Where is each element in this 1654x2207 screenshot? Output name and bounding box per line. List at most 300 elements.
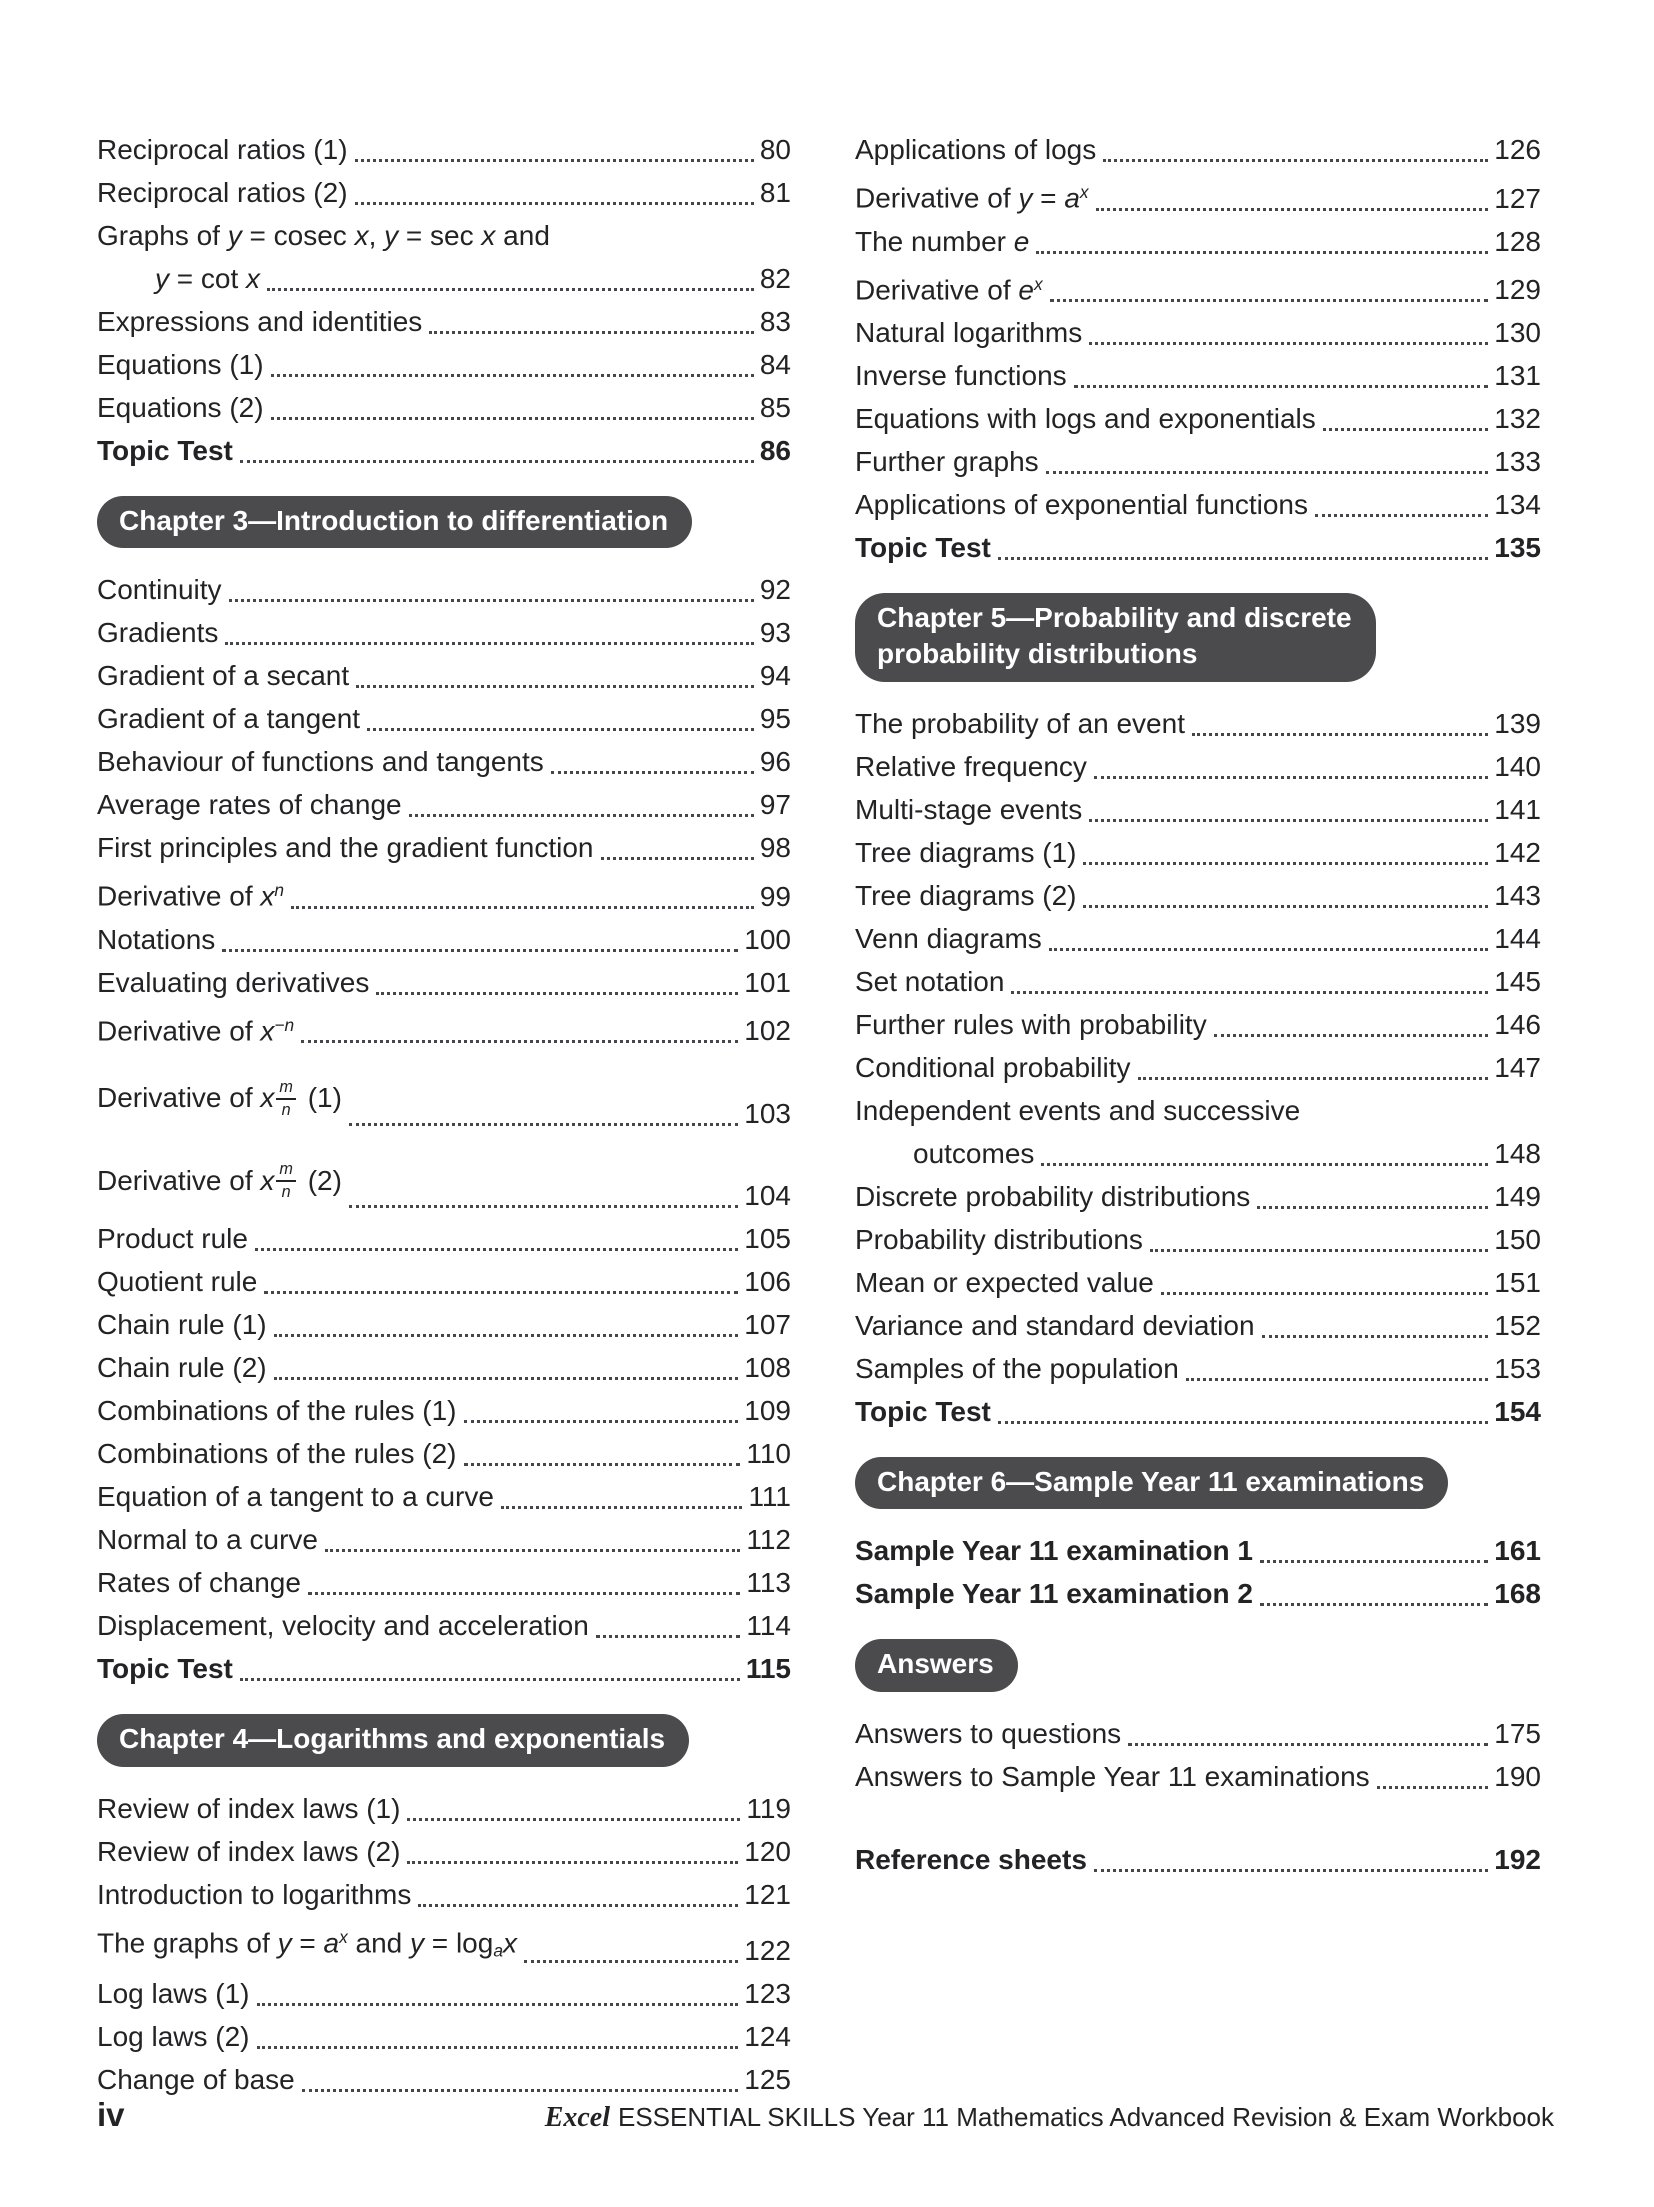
dot-leader: [407, 1861, 738, 1864]
entry-label: First principles and the gradient function: [97, 832, 594, 864]
dot-leader: [1103, 159, 1488, 162]
entry-label: Further rules with probability: [855, 1008, 1207, 1040]
entry-label: Chain rule (2): [97, 1352, 267, 1384]
entry-page: 110: [746, 1438, 791, 1470]
dot-leader: [998, 557, 1488, 560]
dot-leader: [409, 814, 754, 817]
toc-entry-line: [97, 1916, 791, 1972]
toc-entry-line: [855, 874, 1541, 917]
toc-entry-line: [97, 300, 791, 343]
toc-entry: [97, 1135, 791, 1217]
entry-label: Independent events and successive: [855, 1094, 1301, 1126]
toc-entry: [97, 1972, 791, 2015]
toc-entry-line: [855, 483, 1541, 526]
dot-leader: [429, 331, 754, 334]
entry-label: Relative frequency: [855, 750, 1087, 782]
entry-label: Variance and standard deviation: [855, 1309, 1255, 1341]
toc-entry: [855, 1572, 1541, 1615]
toc-entry-line: [855, 831, 1541, 874]
fraction-denominator: n: [281, 1183, 291, 1202]
toc-entry: [97, 1787, 791, 1830]
entry-label: Continuity: [97, 574, 222, 606]
toc-section: [855, 128, 1541, 569]
toc-entry: [97, 1389, 791, 1432]
toc-entry-line: [855, 526, 1541, 569]
entry-label: The graphs of $y = a^x$ and $y = \log_ax$: [97, 1926, 517, 1960]
toc-entry: [855, 171, 1541, 220]
toc-entry: [97, 2015, 791, 2058]
entry-label: Multi-stage events: [855, 793, 1083, 825]
entry-page: 147: [1494, 1051, 1541, 1083]
brand-logo-text: Excel: [544, 2102, 610, 2133]
entry-page: 93: [759, 617, 791, 649]
toc-entry-line: [855, 171, 1541, 220]
dot-leader: [271, 374, 754, 377]
entry-label: Reciprocal ratios (1): [97, 134, 348, 165]
toc-entry-line: [97, 740, 791, 783]
entry-page: 84: [759, 349, 791, 380]
entry-label: Normal to a curve: [97, 1524, 318, 1556]
entry-label: Mean or expected value: [855, 1266, 1154, 1298]
toc-entry: [97, 654, 791, 697]
entry-page: 124: [744, 2020, 791, 2052]
dot-leader: [356, 685, 754, 688]
entry-label: Inverse functions: [855, 360, 1067, 392]
dot-leader: [291, 906, 754, 909]
toc-entry-line: [855, 1218, 1541, 1261]
dot-leader: [1046, 471, 1489, 474]
entry-label: outcomes: [913, 1137, 1035, 1169]
entry-label: Average rates of change: [97, 789, 402, 821]
entry-page: 141: [1494, 793, 1541, 825]
toc-entry: [855, 788, 1541, 831]
dot-leader: [601, 857, 754, 860]
toc-entry: [855, 1755, 1541, 1798]
entry-label: Displacement, velocity and acceleration: [97, 1610, 589, 1642]
entry-page: 121: [744, 1878, 791, 1910]
entry-page: 102: [744, 1015, 791, 1047]
toc-entry-line: [97, 1647, 791, 1690]
entry-label: Behaviour of functions and tangents: [97, 746, 544, 778]
dot-leader: [1083, 862, 1488, 865]
entry-page: 127: [1494, 182, 1541, 214]
entry-page: 92: [759, 574, 791, 606]
dot-leader: [1074, 385, 1489, 388]
entry-label: Applications of logs: [855, 134, 1097, 165]
entry-label: Chain rule (1): [97, 1309, 267, 1341]
toc-entry-line: [855, 220, 1541, 263]
chapter-pill: [855, 1639, 1018, 1691]
entry-page: 148: [1494, 1137, 1541, 1169]
entry-page: 103: [744, 1097, 791, 1129]
dot-leader: [464, 1420, 739, 1423]
toc-section: [97, 128, 791, 472]
toc-entry: [855, 1838, 1541, 1881]
footer-title-text: ESSENTIAL SKILLS Year 11 Mathematics Advanced Revision & Exam Workbook: [618, 2102, 1554, 2132]
entry-page: 142: [1494, 836, 1541, 868]
entry-page: 114: [746, 1610, 791, 1642]
toc-section: [97, 1787, 791, 2101]
entry-label: Conditional probability: [855, 1051, 1131, 1083]
toc-entry: [855, 354, 1541, 397]
entry-label: Derivative of x $\frac{m}{n}$ (1): [97, 1078, 342, 1119]
chapter-pill-text: Chapter 5—Probability and discrete: [877, 602, 1352, 634]
entry-label: Reference sheets: [855, 1843, 1087, 1875]
toc-entry: [97, 1873, 791, 1916]
toc-entry: [97, 568, 791, 611]
toc-entry-line: [97, 2015, 791, 2058]
entry-page: 145: [1494, 965, 1541, 997]
toc-entry: [97, 1346, 791, 1389]
chapter-pill-text: Chapter 4—Logarithms and exponentials: [119, 1723, 666, 1755]
entry-label: Topic Test: [97, 435, 233, 466]
toc-entry-line: [97, 1518, 791, 1561]
dot-leader: [1192, 733, 1488, 736]
fraction-numerator: m: [276, 1160, 296, 1182]
fraction-exponent: [276, 1078, 296, 1119]
entry-page: 129: [1494, 274, 1541, 306]
dot-leader: [1049, 948, 1488, 951]
toc-entry: [97, 1475, 791, 1518]
toc-entry-line: [855, 128, 1541, 171]
toc-entry-line: [97, 1303, 791, 1346]
toc-entry: [855, 917, 1541, 960]
entry-label: Answers to questions: [855, 1717, 1122, 1749]
toc-section: [855, 1838, 1541, 1881]
toc-entry: [97, 697, 791, 740]
fraction-numerator: m: [276, 1078, 296, 1100]
toc-entry-line: [855, 960, 1541, 1003]
toc-section: [855, 1529, 1541, 1615]
toc-entry: [97, 1604, 791, 1647]
entry-label: Tree diagrams (1): [855, 836, 1077, 868]
toc-entry: [97, 869, 791, 918]
toc-entry-line: [855, 1838, 1541, 1881]
entry-label: Introduction to logarithms: [97, 1878, 412, 1910]
dot-leader: [596, 1635, 741, 1638]
toc-entry: [855, 483, 1541, 526]
toc-entry-line: [97, 1389, 791, 1432]
entry-label: Natural logarithms: [855, 317, 1083, 349]
dot-leader: [367, 728, 754, 731]
entry-page: 144: [1494, 922, 1541, 954]
toc-entry-line: [855, 1046, 1541, 1089]
toc-entry: [855, 1347, 1541, 1390]
toc-entry-line: [97, 214, 791, 257]
dot-leader: [349, 1123, 738, 1126]
dot-leader: [1083, 905, 1488, 908]
entry-page: 82: [759, 263, 791, 294]
toc-entry-line: [97, 1475, 791, 1518]
toc-entry-line: [97, 961, 791, 1004]
chapter-pill: [97, 496, 692, 548]
entry-page: 192: [1494, 1843, 1541, 1875]
entry-page: 99: [759, 880, 791, 912]
toc-entry-line: [855, 1755, 1541, 1798]
toc-entry-line: [97, 1787, 791, 1830]
toc-entry-continuation: [97, 257, 791, 300]
entry-page: 105: [744, 1223, 791, 1255]
toc-entry-line: [97, 1561, 791, 1604]
dot-leader: [1036, 251, 1488, 254]
entry-label: The probability of an event: [855, 707, 1185, 739]
toc-section: [97, 568, 791, 1690]
entry-page: 161: [1494, 1535, 1541, 1567]
entry-label: Reciprocal ratios (2): [97, 177, 348, 208]
chapter-pill-text: Answers: [877, 1648, 994, 1680]
entry-label: Equations (2): [97, 392, 264, 423]
toc-entry-line: [97, 1004, 791, 1053]
toc-entry: [855, 1304, 1541, 1347]
toc-entry-line: [97, 1604, 791, 1647]
entry-page: 132: [1494, 403, 1541, 435]
dot-leader: [308, 1592, 740, 1595]
dot-leader: [524, 1960, 738, 1963]
dot-leader: [1094, 1869, 1488, 1872]
entry-page: 113: [746, 1567, 791, 1599]
entry-page: 146: [1494, 1008, 1541, 1040]
dot-leader: [240, 1678, 740, 1681]
toc-entry-line: [97, 918, 791, 961]
dot-leader: [1089, 342, 1488, 345]
toc-section: [855, 1712, 1541, 1798]
dot-leader: [271, 417, 754, 420]
toc-entry: [97, 300, 791, 343]
entry-label: Log laws (1): [97, 1977, 250, 2009]
entry-label: Graphs of y = cosec x, y = sec x and: [97, 220, 550, 251]
dot-leader: [349, 1205, 738, 1208]
dot-leader: [1050, 299, 1489, 302]
toc-entry-line: [855, 440, 1541, 483]
entry-page: 168: [1494, 1578, 1541, 1610]
toc-entry-line: [97, 568, 791, 611]
toc-entry-line: [97, 697, 791, 740]
entry-label: Equations (1): [97, 349, 264, 380]
dot-leader: [1186, 1378, 1489, 1381]
entry-page: 139: [1494, 707, 1541, 739]
entry-page: 109: [744, 1395, 791, 1427]
entry-label: Answers to Sample Year 11 examinations: [855, 1760, 1370, 1792]
toc-entry-line: [97, 128, 791, 171]
entry-page: 100: [744, 923, 791, 955]
toc-entry-line: [97, 429, 791, 472]
toc-entry: [97, 214, 791, 300]
entry-page: 150: [1494, 1223, 1541, 1255]
entry-label: Evaluating derivatives: [97, 966, 370, 998]
entry-label: Sample Year 11 examination 2: [855, 1578, 1253, 1610]
entry-page: 152: [1494, 1309, 1541, 1341]
entry-label: Derivative of $x^n$: [97, 880, 285, 912]
entry-page: 106: [744, 1266, 791, 1298]
entry-label: Change of base: [97, 2063, 295, 2095]
toc-entry: [855, 1003, 1541, 1046]
chapter-pill-text: probability distributions: [877, 638, 1198, 670]
toc-entry: [855, 1712, 1541, 1755]
toc-entry-line: [97, 654, 791, 697]
entry-page: 107: [744, 1309, 791, 1341]
dot-leader: [1161, 1292, 1488, 1295]
entry-label: Equation of a tangent to a curve: [97, 1481, 494, 1513]
entry-page: 154: [1494, 1395, 1541, 1427]
entry-label: y = cot x: [155, 263, 261, 294]
entry-page: 125: [744, 2063, 791, 2095]
entry-page: 140: [1494, 750, 1541, 782]
toc-entry: [855, 745, 1541, 788]
chapter-pill-text: Chapter 3—Introduction to differentiation: [119, 505, 669, 536]
toc-entry-line: [855, 1175, 1541, 1218]
toc-entry-line: [855, 263, 1541, 312]
toc-entry: [97, 2058, 791, 2101]
entry-page: 190: [1494, 1760, 1541, 1792]
toc-entry: [97, 1518, 791, 1561]
entry-label: Topic Test: [855, 532, 991, 564]
toc-entry: [855, 311, 1541, 354]
toc-entry-line: [855, 1572, 1541, 1615]
entry-label: Gradients: [97, 617, 219, 649]
dot-leader: [325, 1549, 740, 1552]
toc-entry: [97, 1303, 791, 1346]
dot-leader: [264, 1291, 738, 1294]
toc-section: [855, 702, 1541, 1433]
dot-leader: [1262, 1335, 1489, 1338]
entry-label: Gradient of a tangent: [97, 703, 361, 735]
toc-entry-line: [97, 1076, 791, 1134]
dot-leader: [1041, 1163, 1488, 1166]
dot-leader: [1138, 1077, 1489, 1080]
dot-leader: [1150, 1249, 1488, 1252]
dot-leader: [1315, 514, 1488, 517]
dot-leader: [501, 1506, 742, 1509]
entry-page: 111: [748, 1481, 791, 1513]
toc-entry-line: [97, 826, 791, 869]
dot-leader: [225, 642, 753, 645]
toc-entry: [855, 1390, 1541, 1433]
entry-page: 94: [759, 660, 791, 692]
entry-page: 175: [1494, 1717, 1541, 1749]
toc-entry: [855, 1218, 1541, 1261]
entry-label: Derivative of $e^x$: [855, 273, 1043, 306]
dot-leader: [1096, 208, 1489, 211]
toc-right-column: [855, 128, 1541, 1881]
toc-entry-line: [97, 1260, 791, 1303]
toc-entry: [97, 740, 791, 783]
entry-page: 151: [1494, 1266, 1541, 1298]
toc-entry: [97, 343, 791, 386]
entry-page: 119: [746, 1792, 791, 1824]
toc-entry-line: [855, 1390, 1541, 1433]
toc-entry: [97, 1217, 791, 1260]
entry-label: Notations: [97, 923, 216, 955]
entry-label: The number e: [855, 225, 1030, 257]
toc-entry: [855, 526, 1541, 569]
entry-label: Review of index laws (1): [97, 1792, 401, 1824]
toc-entry-line: [97, 171, 791, 214]
entry-page: 131: [1494, 360, 1541, 392]
toc-entry-line: [97, 1346, 791, 1389]
dot-leader: [1094, 776, 1488, 779]
entry-page: 130: [1494, 317, 1541, 349]
dot-leader: [464, 1463, 741, 1466]
toc-entry: [97, 1647, 791, 1690]
toc-entry: [97, 611, 791, 654]
page-footer: [97, 2096, 1554, 2134]
toc-entry: [97, 1052, 791, 1134]
toc-entry-line: [855, 702, 1541, 745]
entry-page: 81: [759, 177, 791, 208]
entry-page: 153: [1494, 1352, 1541, 1384]
entry-page: 122: [744, 1934, 791, 1966]
toc-entry: [855, 1175, 1541, 1218]
toc-entry: [855, 1529, 1541, 1572]
chapter-pill-text: Chapter 6—Sample Year 11 examinations: [877, 1465, 1425, 1497]
toc-entry: [97, 1260, 791, 1303]
entry-label: Review of index laws (2): [97, 1835, 401, 1867]
toc-entry: [855, 874, 1541, 917]
chapter-pill: [855, 1457, 1448, 1509]
toc-entry-line: [855, 1261, 1541, 1304]
entry-page: 104: [744, 1180, 791, 1212]
entry-label: Venn diagrams: [855, 922, 1042, 954]
entry-label: Product rule: [97, 1223, 248, 1255]
dot-leader: [267, 288, 754, 291]
toc-entry-line: [97, 343, 791, 386]
toc-entry-line: [855, 1712, 1541, 1755]
footer-book-title: [545, 2102, 1554, 2134]
toc-entry: [97, 1432, 791, 1475]
entry-label: Topic Test: [855, 1395, 991, 1427]
dot-leader: [407, 1818, 740, 1821]
entry-page: 126: [1494, 134, 1541, 165]
entry-label: Tree diagrams (2): [855, 879, 1077, 911]
folio-page-number: iv: [97, 2096, 125, 2133]
entry-page: 83: [759, 306, 791, 337]
toc-entry-line: [855, 1003, 1541, 1046]
dot-leader: [1260, 1560, 1488, 1563]
entry-page: 98: [759, 832, 791, 864]
entry-label: Discrete probability distributions: [855, 1180, 1251, 1212]
toc-entry-line: [855, 397, 1541, 440]
entry-page: 95: [759, 703, 791, 735]
dot-leader: [1089, 819, 1488, 822]
entry-page: 134: [1494, 489, 1541, 521]
toc-entry: [97, 128, 791, 171]
entry-page: 85: [759, 392, 791, 423]
toc-entry: [97, 826, 791, 869]
entry-label: Probability distributions: [855, 1223, 1143, 1255]
entry-label: Derivative of x $\frac{m}{n}$ (2): [97, 1160, 342, 1202]
dot-leader: [376, 992, 738, 995]
toc-entry-line: [855, 745, 1541, 788]
toc-entry: [855, 1089, 1541, 1175]
toc-entry-line: [855, 1304, 1541, 1347]
toc-entry: [855, 960, 1541, 1003]
toc-entry: [855, 702, 1541, 745]
entry-label: Quotient rule: [97, 1266, 258, 1298]
entry-label: Log laws (2): [97, 2020, 250, 2052]
dot-leader: [257, 2003, 739, 2006]
dot-leader: [1377, 1786, 1489, 1789]
dot-leader: [229, 599, 754, 602]
dot-leader: [355, 202, 754, 205]
toc-entry-line: [97, 1217, 791, 1260]
dot-leader: [1260, 1603, 1488, 1606]
dot-leader: [355, 159, 754, 162]
dot-leader: [255, 1248, 738, 1251]
toc-entry-line: [97, 611, 791, 654]
fraction-exponent: [276, 1160, 296, 1201]
entry-label: Samples of the population: [855, 1352, 1179, 1384]
entry-label: Rates of change: [97, 1567, 301, 1599]
